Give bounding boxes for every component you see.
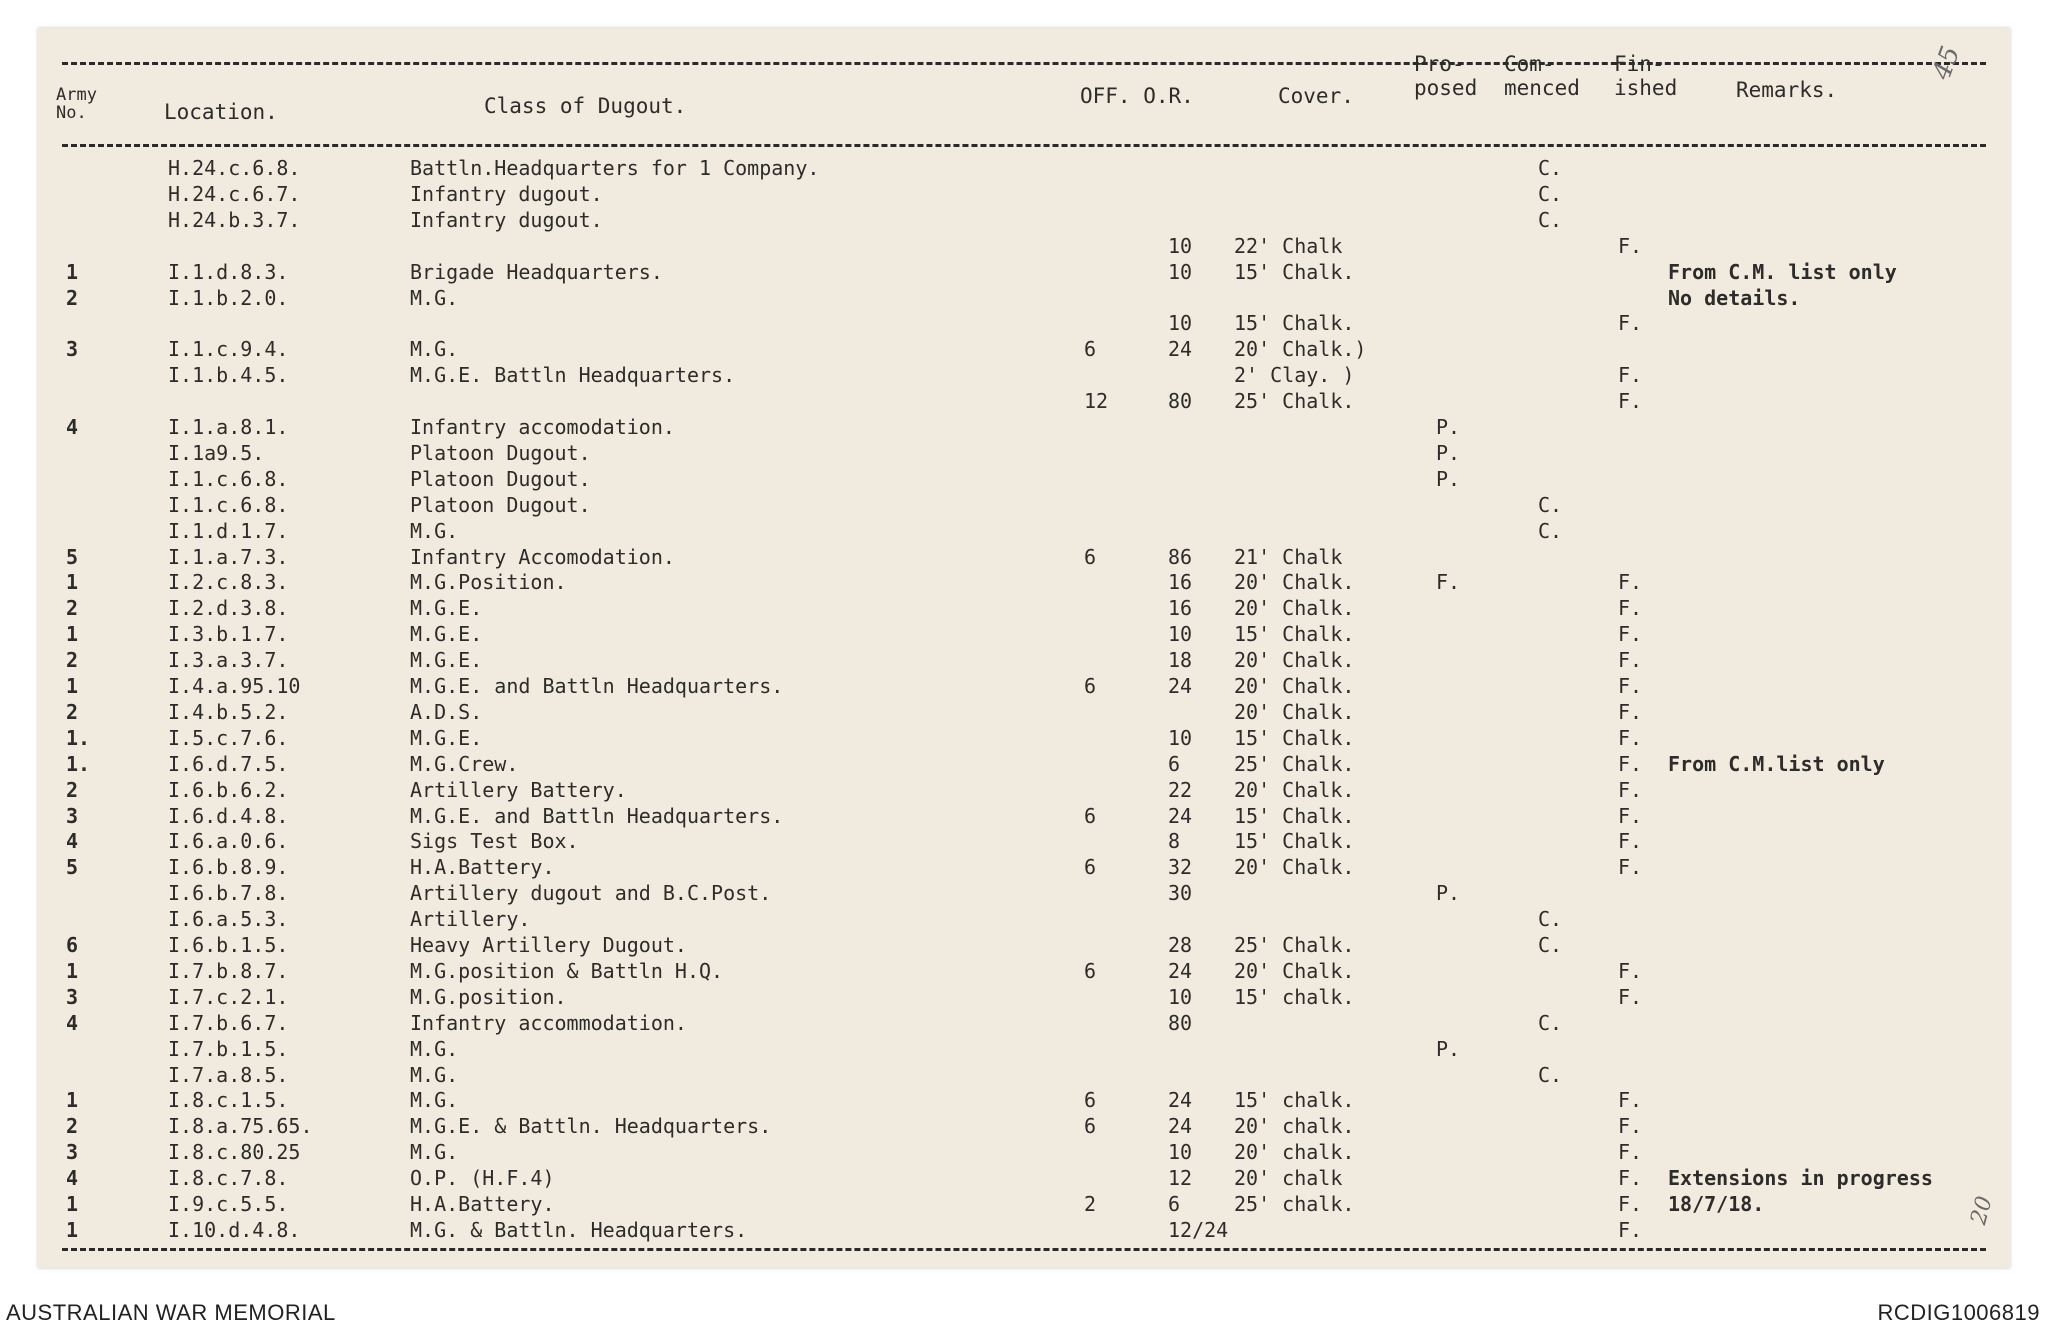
class-cell: M.G.position & Battln H.Q.: [410, 959, 724, 983]
army-no-cell: 1: [66, 1218, 79, 1242]
location-cell: I.6.d.4.8.: [168, 804, 289, 828]
or-cell: 10: [1168, 622, 1193, 646]
army-no-cell: 4: [66, 829, 79, 853]
class-cell: M.G.position.: [410, 985, 567, 1009]
location-cell: I.1a9.5.: [168, 441, 265, 465]
class-cell: M.G.E.: [410, 596, 483, 620]
or-cell: 80: [1168, 389, 1193, 413]
off-cell: 6: [1084, 1114, 1097, 1138]
army-no-cell: 1: [66, 622, 79, 646]
finished-cell: F.: [1618, 1192, 1643, 1216]
class-cell: Artillery.: [410, 907, 531, 931]
cover-cell: 15' Chalk.: [1234, 829, 1355, 853]
class-cell: Infantry dugout.: [410, 182, 603, 206]
location-cell: H.24.c.6.8.: [168, 156, 301, 180]
off-cell: 6: [1084, 959, 1097, 983]
army-no-cell: 2: [66, 648, 79, 672]
class-cell: M.G.E.: [410, 622, 483, 646]
header-location: Location.: [164, 100, 278, 124]
finished-cell: F.: [1618, 648, 1643, 672]
finished-cell: F.: [1618, 1088, 1643, 1112]
cover-cell: 15' Chalk.: [1234, 260, 1355, 284]
finished-cell: F.: [1618, 596, 1643, 620]
header-army-no: Army No.: [56, 85, 97, 123]
army-no-cell: 2: [66, 700, 79, 724]
location-cell: I.7.a.8.5.: [168, 1063, 289, 1087]
army-no-cell: 1.: [66, 726, 91, 750]
class-cell: M.G. & Battln. Headquarters.: [410, 1218, 748, 1242]
proposed-cell: F.: [1436, 570, 1461, 594]
header-commenced: Com- menced: [1504, 52, 1580, 100]
army-no-cell: 2: [66, 1114, 79, 1138]
location-cell: I.6.b.7.8.: [168, 881, 289, 905]
location-cell: I.7.b.6.7.: [168, 1011, 289, 1035]
finished-cell: F.: [1618, 752, 1643, 776]
cover-cell: 25' Chalk.: [1234, 389, 1355, 413]
finished-cell: F.: [1618, 959, 1643, 983]
proposed-cell: P.: [1436, 1037, 1461, 1061]
folio-number-top: 45: [1926, 42, 1967, 84]
location-cell: I.7.c.2.1.: [168, 985, 289, 1009]
footer-reference-id: RCDIG1006819: [1877, 1300, 2040, 1325]
remarks-cell: 18/7/18.: [1668, 1192, 1765, 1216]
cover-cell: 25' Chalk.: [1234, 933, 1355, 957]
header-proposed: Pro- posed: [1414, 52, 1478, 100]
finished-cell: F.: [1618, 311, 1643, 335]
finished-cell: F.: [1618, 855, 1643, 879]
cover-cell: 20' chalk.: [1234, 1114, 1355, 1138]
or-cell: 24: [1168, 674, 1193, 698]
class-cell: M.G.: [410, 1037, 459, 1061]
cover-cell: 20' chalk.: [1234, 1140, 1355, 1164]
class-cell: M.G.E. Battln Headquarters.: [410, 363, 736, 387]
location-cell: I.1.d.8.3.: [168, 260, 289, 284]
location-cell: I.1.b.4.5.: [168, 363, 289, 387]
or-cell: 86: [1168, 545, 1193, 569]
location-cell: I.6.a.0.6.: [168, 829, 289, 853]
location-cell: I.1.d.1.7.: [168, 519, 289, 543]
top-dashed-rule: [62, 62, 1986, 65]
class-cell: M.G.: [410, 1063, 459, 1087]
army-no-cell: 6: [66, 933, 79, 957]
cover-cell: 15' chalk.: [1234, 1088, 1355, 1112]
location-cell: I.1.c.6.8.: [168, 467, 289, 491]
off-cell: 6: [1084, 855, 1097, 879]
folio-number-bottom: 20: [1966, 1193, 1998, 1228]
cover-cell: 15' Chalk.: [1234, 804, 1355, 828]
remarks-cell: No details.: [1668, 286, 1801, 310]
or-cell: 24: [1168, 1088, 1193, 1112]
location-cell: I.1.b.2.0.: [168, 286, 289, 310]
commenced-cell: C.: [1538, 493, 1563, 517]
finished-cell: F.: [1618, 726, 1643, 750]
location-cell: I.10.d.4.8.: [168, 1218, 301, 1242]
remarks-cell: From C.M. list only: [1668, 260, 1897, 284]
finished-cell: F.: [1618, 1218, 1643, 1242]
army-no-cell: 1.: [66, 752, 91, 776]
class-cell: M.G.: [410, 1088, 459, 1112]
class-cell: M.G.E. & Battln. Headquarters.: [410, 1114, 772, 1138]
class-cell: Platoon Dugout.: [410, 493, 591, 517]
cover-cell: 20' Chalk.: [1234, 778, 1355, 802]
header-cover: Cover.: [1278, 84, 1354, 108]
army-no-cell: 3: [66, 337, 79, 361]
cover-cell: 20' Chalk.: [1234, 648, 1355, 672]
class-cell: A.D.S.: [410, 700, 483, 724]
finished-cell: F.: [1618, 389, 1643, 413]
finished-cell: F.: [1618, 700, 1643, 724]
army-no-cell: 1: [66, 1192, 79, 1216]
location-cell: I.8.c.7.8.: [168, 1166, 289, 1190]
or-cell: 10: [1168, 311, 1193, 335]
army-no-cell: 3: [66, 985, 79, 1009]
or-cell: 10: [1168, 726, 1193, 750]
location-cell: I.2.c.8.3.: [168, 570, 289, 594]
cover-cell: 20' Chalk.: [1234, 855, 1355, 879]
cover-cell: 20' Chalk.): [1234, 337, 1367, 361]
or-cell: 16: [1168, 596, 1193, 620]
class-cell: M.G.: [410, 1140, 459, 1164]
cover-cell: 15' Chalk.: [1234, 311, 1355, 335]
or-cell: 24: [1168, 959, 1193, 983]
off-cell: 6: [1084, 1088, 1097, 1112]
class-cell: M.G.E. and Battln Headquarters.: [410, 804, 784, 828]
class-cell: M.G.Crew.: [410, 752, 519, 776]
or-cell: 6: [1168, 1192, 1181, 1216]
location-cell: I.7.b.8.7.: [168, 959, 289, 983]
commenced-cell: C.: [1538, 208, 1563, 232]
finished-cell: F.: [1618, 363, 1643, 387]
class-cell: M.G.Position.: [410, 570, 567, 594]
location-cell: I.1.c.9.4.: [168, 337, 289, 361]
army-no-cell: 4: [66, 1011, 79, 1035]
or-cell: 18: [1168, 648, 1193, 672]
or-cell: 22: [1168, 778, 1193, 802]
commenced-cell: C.: [1538, 182, 1563, 206]
army-no-cell: 1: [66, 959, 79, 983]
or-cell: 10: [1168, 234, 1193, 258]
class-cell: Artillery Battery.: [410, 778, 627, 802]
location-cell: I.6.d.7.5.: [168, 752, 289, 776]
or-cell: 16: [1168, 570, 1193, 594]
army-no-cell: 2: [66, 286, 79, 310]
class-cell: M.G.: [410, 286, 459, 310]
cover-cell: 20' Chalk.: [1234, 674, 1355, 698]
proposed-cell: P.: [1436, 415, 1461, 439]
class-cell: H.A.Battery.: [410, 855, 555, 879]
army-no-cell: 4: [66, 415, 79, 439]
bottom-dashed-rule: [62, 1248, 1986, 1251]
or-cell: 30: [1168, 881, 1193, 905]
army-no-cell: 2: [66, 596, 79, 620]
document-sheet: [38, 28, 2010, 1268]
class-cell: Battln.Headquarters for 1 Company.: [410, 156, 820, 180]
location-cell: I.8.c.80.25: [168, 1140, 301, 1164]
army-no-cell: 4: [66, 1166, 79, 1190]
class-cell: Heavy Artillery Dugout.: [410, 933, 687, 957]
cover-cell: 15' Chalk.: [1234, 622, 1355, 646]
cover-cell: 25' Chalk.: [1234, 752, 1355, 776]
or-cell: 28: [1168, 933, 1193, 957]
header-remarks: Remarks.: [1736, 78, 1838, 102]
army-no-cell: 2: [66, 778, 79, 802]
off-cell: 6: [1084, 337, 1097, 361]
or-cell: 8: [1168, 829, 1181, 853]
finished-cell: F.: [1618, 234, 1643, 258]
class-cell: Brigade Headquarters.: [410, 260, 663, 284]
class-cell: M.G.: [410, 519, 459, 543]
off-cell: 6: [1084, 674, 1097, 698]
location-cell: I.6.b.8.9.: [168, 855, 289, 879]
location-cell: I.8.c.1.5.: [168, 1088, 289, 1112]
class-cell: Platoon Dugout.: [410, 441, 591, 465]
location-cell: I.4.a.95.10: [168, 674, 301, 698]
location-cell: I.4.b.5.2.: [168, 700, 289, 724]
army-no-cell: 1: [66, 570, 79, 594]
or-cell: 6: [1168, 752, 1181, 776]
cover-cell: 21' Chalk: [1234, 545, 1343, 569]
finished-cell: F.: [1618, 1114, 1643, 1138]
location-cell: H.24.c.6.7.: [168, 182, 301, 206]
proposed-cell: P.: [1436, 881, 1461, 905]
or-cell: 10: [1168, 985, 1193, 1009]
cover-cell: 20' Chalk.: [1234, 959, 1355, 983]
finished-cell: F.: [1618, 778, 1643, 802]
off-cell: 12: [1084, 389, 1109, 413]
remarks-cell: Extensions in progress: [1668, 1166, 1933, 1190]
or-cell: 12: [1168, 1166, 1193, 1190]
or-cell: 24: [1168, 337, 1193, 361]
finished-cell: F.: [1618, 829, 1643, 853]
or-cell: 12/24: [1168, 1218, 1229, 1242]
army-no-cell: 5: [66, 855, 79, 879]
class-cell: O.P. (H.F.4): [410, 1166, 555, 1190]
location-cell: I.8.a.75.65.: [168, 1114, 313, 1138]
finished-cell: F.: [1618, 1140, 1643, 1164]
class-cell: Infantry accomodation.: [410, 415, 675, 439]
finished-cell: F.: [1618, 622, 1643, 646]
army-no-cell: 1: [66, 1088, 79, 1112]
class-cell: H.A.Battery.: [410, 1192, 555, 1216]
cover-cell: 20' Chalk.: [1234, 596, 1355, 620]
location-cell: I.2.d.3.8.: [168, 596, 289, 620]
header-finished: Fin- ished: [1614, 52, 1678, 100]
army-no-cell: 1: [66, 260, 79, 284]
or-cell: 10: [1168, 1140, 1193, 1164]
army-no-cell: 3: [66, 804, 79, 828]
header-dashed-rule: [62, 144, 1986, 147]
cover-cell: 2' Clay. ): [1234, 363, 1355, 387]
location-cell: I.3.a.3.7.: [168, 648, 289, 672]
location-cell: I.9.c.5.5.: [168, 1192, 289, 1216]
or-cell: 10: [1168, 260, 1193, 284]
class-cell: M.G.E.: [410, 726, 483, 750]
location-cell: I.6.b.6.2.: [168, 778, 289, 802]
or-cell: 24: [1168, 1114, 1193, 1138]
class-cell: Infantry dugout.: [410, 208, 603, 232]
class-cell: M.G.E.: [410, 648, 483, 672]
class-cell: Artillery dugout and B.C.Post.: [410, 881, 772, 905]
remarks-cell: From C.M.list only: [1668, 752, 1885, 776]
finished-cell: F.: [1618, 1166, 1643, 1190]
class-cell: Infantry Accomodation.: [410, 545, 675, 569]
finished-cell: F.: [1618, 804, 1643, 828]
location-cell: H.24.b.3.7.: [168, 208, 301, 232]
or-cell: 80: [1168, 1011, 1193, 1035]
army-no-cell: 3: [66, 1140, 79, 1164]
class-cell: Infantry accommodation.: [410, 1011, 687, 1035]
commenced-cell: C.: [1538, 156, 1563, 180]
header-off-or: OFF. O.R.: [1080, 84, 1194, 108]
location-cell: I.1.c.6.8.: [168, 493, 289, 517]
off-cell: 6: [1084, 545, 1097, 569]
cover-cell: 15' Chalk.: [1234, 726, 1355, 750]
location-cell: I.3.b.1.7.: [168, 622, 289, 646]
commenced-cell: C.: [1538, 933, 1563, 957]
location-cell: I.1.a.8.1.: [168, 415, 289, 439]
location-cell: I.7.b.1.5.: [168, 1037, 289, 1061]
cover-cell: 20' Chalk.: [1234, 570, 1355, 594]
cover-cell: 22' Chalk: [1234, 234, 1343, 258]
proposed-cell: P.: [1436, 467, 1461, 491]
finished-cell: F.: [1618, 985, 1643, 1009]
footer-institution: AUSTRALIAN WAR MEMORIAL: [6, 1300, 336, 1325]
finished-cell: F.: [1618, 674, 1643, 698]
cover-cell: 15' chalk.: [1234, 985, 1355, 1009]
class-cell: M.G.E. and Battln Headquarters.: [410, 674, 784, 698]
cover-cell: 20' chalk: [1234, 1166, 1343, 1190]
location-cell: I.5.c.7.6.: [168, 726, 289, 750]
cover-cell: 25' chalk.: [1234, 1192, 1355, 1216]
cover-cell: 20' Chalk.: [1234, 700, 1355, 724]
off-cell: 6: [1084, 804, 1097, 828]
class-cell: M.G.: [410, 337, 459, 361]
class-cell: Platoon Dugout.: [410, 467, 591, 491]
commenced-cell: C.: [1538, 1063, 1563, 1087]
army-no-cell: 5: [66, 545, 79, 569]
or-cell: 24: [1168, 804, 1193, 828]
army-no-cell: 1: [66, 674, 79, 698]
or-cell: 32: [1168, 855, 1193, 879]
location-cell: I.6.b.1.5.: [168, 933, 289, 957]
location-cell: I.6.a.5.3.: [168, 907, 289, 931]
commenced-cell: C.: [1538, 519, 1563, 543]
commenced-cell: C.: [1538, 907, 1563, 931]
class-cell: Sigs Test Box.: [410, 829, 579, 853]
header-class-of-dugout: Class of Dugout.: [484, 94, 687, 118]
proposed-cell: P.: [1436, 441, 1461, 465]
off-cell: 2: [1084, 1192, 1097, 1216]
finished-cell: F.: [1618, 570, 1643, 594]
commenced-cell: C.: [1538, 1011, 1563, 1035]
location-cell: I.1.a.7.3.: [168, 545, 289, 569]
